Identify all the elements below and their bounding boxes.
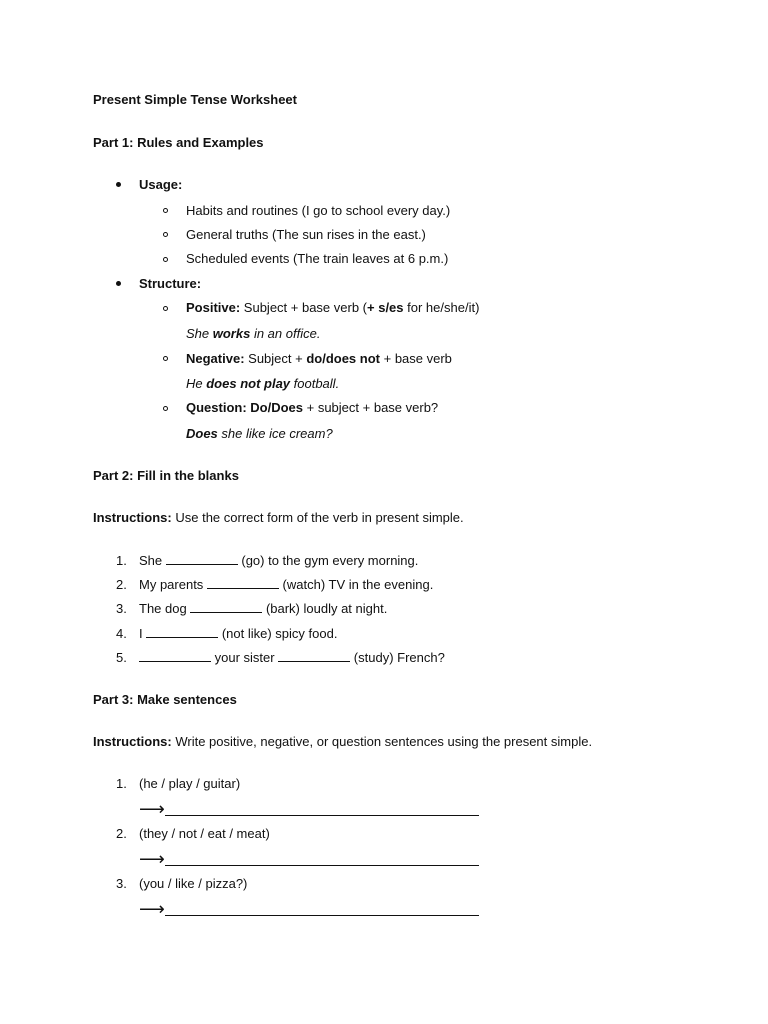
answer-line[interactable] (165, 865, 479, 866)
positive-label: Positive: (186, 300, 241, 315)
example-text: She (186, 326, 213, 341)
answer-blank[interactable] (146, 626, 218, 638)
item-text: The dog (139, 601, 191, 616)
question-text: + subject + base verb? (303, 400, 439, 415)
answer-blank[interactable] (207, 577, 279, 589)
usage-item: Habits and routines (I go to school every day.) (186, 203, 451, 218)
circle-bullet-icon (163, 406, 168, 411)
example-verb: works (212, 326, 251, 341)
answer-blank[interactable] (190, 601, 262, 613)
arrow-right-icon: ⟶ (139, 849, 165, 869)
question-auxiliary: Do/Does (246, 400, 304, 415)
item-text: She (139, 553, 166, 568)
sentence-prompt: (you / like / pizza?) (139, 876, 248, 891)
sentence-prompt: (they / not / eat / meat) (139, 826, 270, 841)
positive-ending: + s/es (367, 300, 404, 315)
part1-heading: Part 1: Rules and Examples (93, 135, 264, 150)
fill-blank-item (139, 601, 387, 617)
bullet-icon (116, 281, 121, 286)
positive-text-end: for he/she/it) (403, 300, 480, 315)
example-text: He (186, 376, 207, 391)
example-verb: Does (186, 426, 218, 441)
circle-bullet-icon (163, 306, 168, 311)
usage-label: Usage: (139, 177, 183, 192)
item-number: 1. (116, 553, 127, 568)
answer-line[interactable] (165, 815, 479, 816)
item-text: (watch) TV in the evening. (278, 577, 434, 592)
circle-bullet-icon (163, 257, 168, 262)
item-number: 2. (116, 577, 127, 592)
instructions-label: Instructions: (93, 734, 172, 749)
item-text: (study) French? (350, 650, 445, 665)
part2-heading: Part 2: Fill in the blanks (93, 468, 239, 483)
worksheet-title: Present Simple Tense Worksheet (93, 92, 297, 107)
answer-line[interactable] (165, 915, 479, 916)
question-rule (186, 400, 438, 416)
item-number: 2. (116, 826, 127, 841)
item-number: 1. (116, 776, 127, 791)
item-text: My parents (139, 577, 207, 592)
item-text: (bark) loudly at night. (262, 601, 388, 616)
instructions-label: Instructions: (93, 510, 172, 525)
example-text: football. (290, 376, 340, 391)
question-label: Question: (186, 400, 247, 415)
item-number: 5. (116, 650, 127, 665)
part3-instructions (93, 734, 592, 750)
negative-auxiliary: do/does not (306, 351, 380, 366)
item-number: 3. (116, 601, 127, 616)
circle-bullet-icon (163, 232, 168, 237)
instructions-text: Use the correct form of the verb in present simple. (171, 510, 464, 525)
part3-heading: Part 3: Make sentences (93, 692, 237, 707)
circle-bullet-icon (163, 208, 168, 213)
structure-label: Structure: (139, 276, 202, 291)
fill-blank-item (139, 650, 445, 666)
sentence-prompt: (he / play / guitar) (139, 776, 241, 791)
item-text: (go) to the gym every morning. (237, 553, 419, 568)
item-text: your sister (211, 650, 279, 665)
instructions-text: Write positive, negative, or question sentences using the present simple. (171, 734, 593, 749)
example-verb: does not play (206, 376, 291, 391)
item-text: I (139, 626, 147, 641)
circle-bullet-icon (163, 356, 168, 361)
negative-label: Negative: (186, 351, 245, 366)
positive-example (186, 326, 320, 342)
arrow-right-icon: ⟶ (139, 899, 165, 919)
negative-rule (186, 351, 452, 367)
example-text: she like ice cream? (217, 426, 333, 441)
fill-blank-item (139, 553, 418, 569)
answer-blank[interactable] (278, 650, 350, 662)
item-number: 4. (116, 626, 127, 641)
positive-text: Subject + base verb ( (240, 300, 368, 315)
negative-text: Subject + (244, 351, 307, 366)
example-text: in an office. (250, 326, 321, 341)
negative-text-end: + base verb (380, 351, 452, 366)
fill-blank-item (139, 577, 433, 593)
part2-instructions (93, 510, 464, 526)
negative-example (186, 376, 339, 392)
question-example (186, 426, 333, 442)
item-text: (not like) spicy food. (218, 626, 338, 641)
item-number: 3. (116, 876, 127, 891)
answer-blank[interactable] (139, 650, 211, 662)
positive-rule (186, 300, 479, 316)
fill-blank-item (139, 626, 337, 642)
usage-item: Scheduled events (The train leaves at 6 p.m.) (186, 251, 449, 266)
answer-blank[interactable] (166, 553, 238, 565)
arrow-right-icon: ⟶ (139, 799, 165, 819)
usage-item: General truths (The sun rises in the east.) (186, 227, 426, 242)
bullet-icon (116, 182, 121, 187)
